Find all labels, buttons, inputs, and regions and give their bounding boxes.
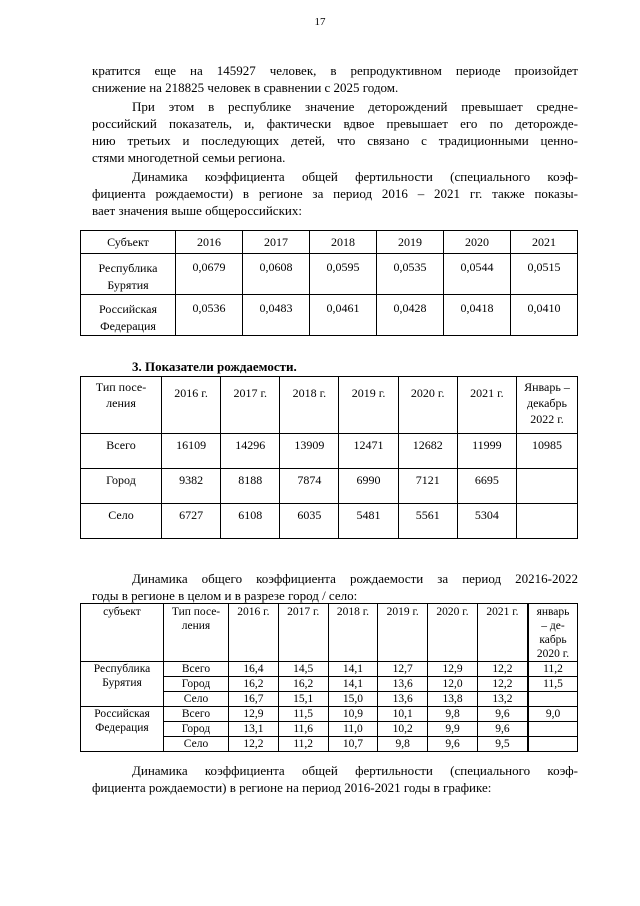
birth-rate-table xyxy=(80,603,578,752)
paragraph-fertility-dynamics xyxy=(92,168,578,219)
text-line: снижение на 218825 человек в сравнении с 2025 годом. xyxy=(92,80,399,95)
table-cell: 10985 xyxy=(517,434,578,469)
table-cell: 13909 xyxy=(280,434,339,469)
text-line: российский показатель, и, фактически вдвое превышает его по деторожде- xyxy=(92,116,578,131)
table-cell: 11,2 xyxy=(278,737,328,752)
row-type: Село xyxy=(164,692,229,707)
table-cell: 10,9 xyxy=(328,707,378,722)
table-cell: 7121 xyxy=(398,469,457,504)
table-cell: 0,0515 xyxy=(511,254,578,295)
table-cell: 12682 xyxy=(398,434,457,469)
table-header-cell: 2019 г. xyxy=(339,377,398,434)
table-header-cell: 2017 г. xyxy=(221,377,280,434)
table-header-cell: январь – де- кабрь 2020 г. xyxy=(528,604,578,662)
table-header-cell: 2016 xyxy=(176,231,243,254)
text-line: фициента рождаемости) в регионе на период 2016-2021 годы в графике: xyxy=(92,780,492,795)
table-cell: 14,1 xyxy=(328,662,378,677)
table-header-cell: 2020 xyxy=(444,231,511,254)
row-type: Всего xyxy=(164,662,229,677)
table-cell: 5561 xyxy=(398,504,457,539)
table-cell: 0,0608 xyxy=(243,254,310,295)
table-header-cell: 2018 xyxy=(310,231,377,254)
table-cell: 14,5 xyxy=(278,662,328,677)
table-cell: 10,2 xyxy=(378,722,428,737)
table-header-cell: 2017 xyxy=(243,231,310,254)
table-cell: 9,0 xyxy=(528,707,578,722)
table-row xyxy=(81,504,578,539)
table-cell: 12,9 xyxy=(229,707,279,722)
table-header-cell: 2016 г. xyxy=(162,377,221,434)
table-cell: 0,0428 xyxy=(377,295,444,336)
table-header-cell: 2016 г. xyxy=(229,604,279,662)
row-type: Село xyxy=(81,504,162,539)
paragraph-intro xyxy=(92,62,578,96)
table-cell: 6108 xyxy=(221,504,280,539)
table-cell: 11,5 xyxy=(278,707,328,722)
table-header-cell: Январь – декабрь 2022 г. xyxy=(517,377,578,434)
text-line: Динамика коэффициента общей фертильности (специального коэф- xyxy=(132,763,578,778)
table-header-cell: 2017 г. xyxy=(278,604,328,662)
text-line: вает значения выше общероссийских: xyxy=(92,203,302,218)
table-cell: 12,0 xyxy=(428,677,478,692)
text-line: годы в регионе в целом и в разрезе город / село: xyxy=(92,588,358,603)
table-cell: 9,6 xyxy=(477,722,528,737)
table-cell: 12,7 xyxy=(378,662,428,677)
table-row xyxy=(81,662,578,677)
table-cell: 11,0 xyxy=(328,722,378,737)
table-header-cell: Тип посе- ления xyxy=(164,604,229,662)
page-number: 17 xyxy=(314,16,326,28)
table-header-cell: 2021 г. xyxy=(477,604,528,662)
table-cell: 14296 xyxy=(221,434,280,469)
section-title: 3. Показатели рождаемости. xyxy=(132,359,297,374)
text-line: нию третьих и последующих детей, что связано с традиционными ценно- xyxy=(92,133,578,148)
row-type: Всего xyxy=(81,434,162,469)
row-subject: Российская Федерация xyxy=(81,707,164,752)
table-cell xyxy=(528,737,578,752)
table-row xyxy=(81,707,578,722)
table-cell: 0,0544 xyxy=(444,254,511,295)
table-cell: 14,1 xyxy=(328,677,378,692)
table-cell: 6035 xyxy=(280,504,339,539)
text-line: Динамика общего коэффициента рождаемости за период 20216-2022 xyxy=(132,571,578,586)
table-header-cell: субъект xyxy=(81,604,164,662)
table-cell: 11,6 xyxy=(278,722,328,737)
table-header-row xyxy=(81,377,578,434)
table-cell: 16,4 xyxy=(229,662,279,677)
table-cell: 9,9 xyxy=(428,722,478,737)
table-header-cell: Тип посе- ления xyxy=(81,377,162,434)
table-cell: 0,0410 xyxy=(511,295,578,336)
table-cell: 0,0483 xyxy=(243,295,310,336)
table-header-row xyxy=(81,231,578,254)
birth-count-table xyxy=(80,376,578,539)
row-type: Город xyxy=(81,469,162,504)
table-cell: 15,0 xyxy=(328,692,378,707)
table-cell: 13,6 xyxy=(378,692,428,707)
table-cell: 6727 xyxy=(162,504,221,539)
table-cell: 11999 xyxy=(457,434,516,469)
row-subject: Республика Бурятия xyxy=(81,254,176,295)
table-header-cell: 2019 xyxy=(377,231,444,254)
table-cell xyxy=(528,722,578,737)
table-cell: 9382 xyxy=(162,469,221,504)
table-cell: 6695 xyxy=(457,469,516,504)
table-cell: 12,2 xyxy=(477,677,528,692)
table-cell: 13,1 xyxy=(229,722,279,737)
table-header-cell: 2018 г. xyxy=(328,604,378,662)
table-cell: 9,6 xyxy=(428,737,478,752)
table-cell: 16,7 xyxy=(229,692,279,707)
table-cell: 8188 xyxy=(221,469,280,504)
table-cell: 0,0418 xyxy=(444,295,511,336)
row-type: Город xyxy=(164,677,229,692)
table-header-row xyxy=(81,604,578,662)
table-cell: 10,7 xyxy=(328,737,378,752)
table-cell: 13,8 xyxy=(428,692,478,707)
table-cell: 11,2 xyxy=(528,662,578,677)
table-cell: 12,2 xyxy=(477,662,528,677)
table-row xyxy=(81,254,578,295)
table-cell: 16,2 xyxy=(229,677,279,692)
table-cell: 10,1 xyxy=(378,707,428,722)
text-line: фициента рождаемости) в регионе за период 2016 – 2021 гг. также показы- xyxy=(92,186,578,201)
paragraph-fertility-chart-intro xyxy=(92,762,578,796)
table-cell: 6990 xyxy=(339,469,398,504)
table-cell: 13,2 xyxy=(477,692,528,707)
table-cell: 0,0595 xyxy=(310,254,377,295)
table-header-cell: 2019 г. xyxy=(378,604,428,662)
table-cell xyxy=(517,504,578,539)
table-cell: 7874 xyxy=(280,469,339,504)
table-cell xyxy=(517,469,578,504)
table-cell: 0,0536 xyxy=(176,295,243,336)
table-header-cell: Субъект xyxy=(81,231,176,254)
table-cell xyxy=(528,692,578,707)
row-subject: Республика Бурятия xyxy=(81,662,164,707)
table-header-cell: 2021 г. xyxy=(457,377,516,434)
table-cell: 11,5 xyxy=(528,677,578,692)
table-cell: 0,0535 xyxy=(377,254,444,295)
table-cell: 5304 xyxy=(457,504,516,539)
table-cell: 12,2 xyxy=(229,737,279,752)
table-cell: 0,0461 xyxy=(310,295,377,336)
fertility-table xyxy=(80,230,578,336)
text-line: Динамика коэффициента общей фертильности (специального коэф- xyxy=(132,169,578,184)
table-cell: 12471 xyxy=(339,434,398,469)
text-line: При этом в республике значение деторождений превышает средне- xyxy=(132,99,578,114)
table-cell: 9,6 xyxy=(477,707,528,722)
table-cell: 16109 xyxy=(162,434,221,469)
row-type: Город xyxy=(164,722,229,737)
table-row xyxy=(81,295,578,336)
table-header-cell: 2018 г. xyxy=(280,377,339,434)
row-type: Село xyxy=(164,737,229,752)
table-cell: 9,8 xyxy=(428,707,478,722)
table-cell: 9,5 xyxy=(477,737,528,752)
table-cell: 16,2 xyxy=(278,677,328,692)
table-cell: 0,0679 xyxy=(176,254,243,295)
table-cell: 5481 xyxy=(339,504,398,539)
table-header-cell: 2021 xyxy=(511,231,578,254)
table-cell: 15,1 xyxy=(278,692,328,707)
table-cell: 9,8 xyxy=(378,737,428,752)
row-subject: Российская Федерация xyxy=(81,295,176,336)
table-cell: 13,6 xyxy=(378,677,428,692)
table-header-cell: 2020 г. xyxy=(398,377,457,434)
table-row xyxy=(81,434,578,469)
table-row xyxy=(81,469,578,504)
table-cell: 12,9 xyxy=(428,662,478,677)
row-type: Всего xyxy=(164,707,229,722)
paragraph-birth-rate-dynamics xyxy=(92,570,578,604)
text-line: кратится еще на 145927 человек, в репродуктивном периоде произойдет xyxy=(92,63,578,78)
table-header-cell: 2020 г. xyxy=(428,604,478,662)
text-line: стями многодетной семьи региона. xyxy=(92,150,286,165)
paragraph-birth-rate xyxy=(92,98,578,166)
